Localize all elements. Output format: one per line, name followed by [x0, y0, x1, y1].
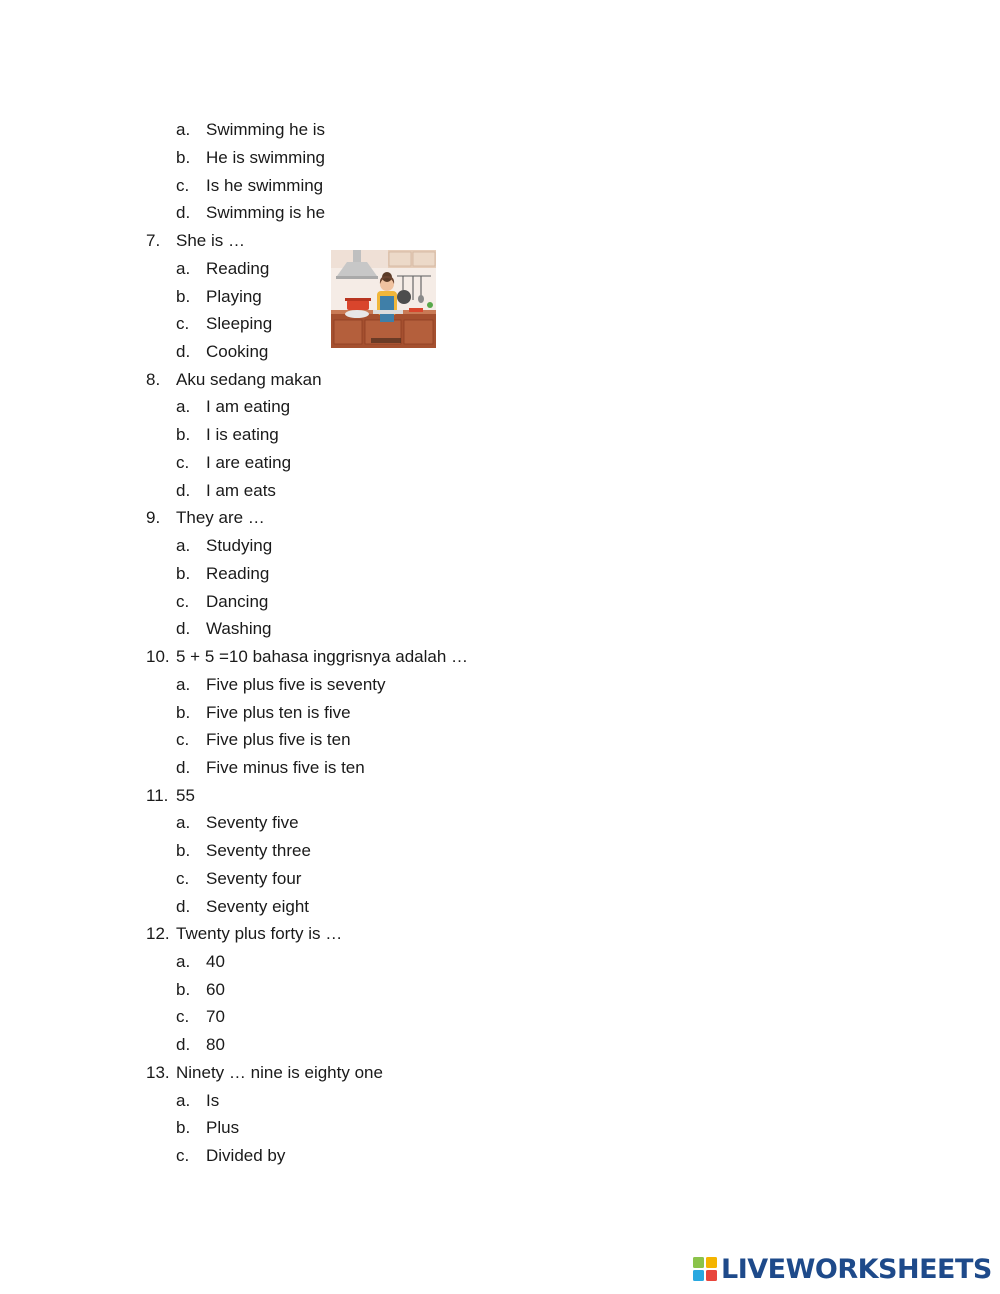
option-text: Five minus five is ten	[206, 758, 365, 777]
option-letter: a.	[176, 259, 191, 278]
liveworksheets-logo-icon	[693, 1257, 717, 1281]
option-text: Is he swimming	[206, 176, 324, 195]
option-text: Reading	[206, 259, 270, 278]
option-text: I is eating	[206, 425, 279, 444]
question-text: 5 + 5 =10 bahasa inggrisnya adalah …	[176, 647, 469, 666]
option-letter: c.	[176, 176, 190, 195]
option-letter: c.	[176, 314, 190, 333]
option-letter: a.	[176, 1091, 191, 1110]
option-letter: c.	[176, 592, 190, 611]
question-number: 13.	[146, 1063, 170, 1082]
question-number: 12.	[146, 924, 170, 943]
question-text: She is …	[176, 231, 245, 250]
question-number: 10.	[146, 647, 170, 666]
option-letter: d.	[176, 1035, 191, 1054]
question-text: Aku sedang makan	[176, 370, 322, 389]
option-text: Five plus five is seventy	[206, 675, 386, 694]
option-letter: c.	[176, 453, 190, 472]
logo-wordmark: LIVEWORKSHEETS	[721, 1253, 992, 1285]
option-letter: a.	[176, 536, 191, 555]
option-text: Swimming he is	[206, 120, 326, 139]
option-text: Five plus five is ten	[206, 730, 351, 749]
option-text: Reading	[206, 564, 270, 583]
option-letter: d.	[176, 758, 191, 777]
option-text: Cooking	[206, 342, 269, 361]
option-text: Plus	[206, 1118, 240, 1137]
option-text: Is	[206, 1091, 220, 1110]
option-letter: d.	[176, 481, 191, 500]
option-letter: c.	[176, 1146, 190, 1165]
option-letter: b.	[176, 148, 191, 167]
option-text: Seventy three	[206, 841, 311, 860]
question-text: Ninety … nine is eighty one	[176, 1063, 383, 1082]
woman-cooking-kitchen-illustration	[331, 250, 436, 348]
option-text: Seventy five	[206, 813, 299, 832]
liveworksheets-logo	[693, 1254, 992, 1284]
option-text: Seventy eight	[206, 897, 310, 916]
option-letter: a.	[176, 952, 191, 971]
option-text: Studying	[206, 536, 273, 555]
option-letter: b.	[176, 287, 191, 306]
option-text: 60	[206, 980, 225, 999]
option-text: Divided by	[206, 1146, 286, 1165]
option-text: Seventy four	[206, 869, 302, 888]
question-number: 7.	[146, 231, 161, 250]
option-text: 80	[206, 1035, 225, 1054]
option-letter: b.	[176, 841, 191, 860]
option-letter: b.	[176, 425, 191, 444]
question-text: Twenty plus forty is …	[176, 924, 343, 943]
question-number: 8.	[146, 370, 161, 389]
question-text: They are …	[176, 508, 265, 527]
option-letter: d.	[176, 342, 191, 361]
option-letter: b.	[176, 564, 191, 583]
option-letter: b.	[176, 703, 191, 722]
option-text: Swimming is he	[206, 203, 326, 222]
option-text: I am eats	[206, 481, 276, 500]
question-number: 9.	[146, 508, 161, 527]
option-text: He is swimming	[206, 148, 326, 167]
option-text: 40	[206, 952, 225, 971]
option-letter: b.	[176, 980, 191, 999]
option-text: 70	[206, 1007, 225, 1026]
option-letter: b.	[176, 1118, 191, 1137]
option-text: I am eating	[206, 397, 291, 416]
option-text: Five plus ten is five	[206, 703, 351, 722]
option-letter: c.	[176, 1007, 190, 1026]
option-letter: a.	[176, 397, 191, 416]
option-text: Playing	[206, 287, 262, 306]
option-letter: c.	[176, 730, 190, 749]
option-text: Sleeping	[206, 314, 273, 333]
option-letter: a.	[176, 813, 191, 832]
option-text: Dancing	[206, 592, 269, 611]
option-letter: c.	[176, 869, 190, 888]
option-letter: d.	[176, 619, 191, 638]
option-letter: d.	[176, 203, 191, 222]
option-text: I are eating	[206, 453, 292, 472]
option-text: Washing	[206, 619, 272, 638]
option-letter: d.	[176, 897, 191, 916]
option-letter: a.	[176, 120, 191, 139]
question-text: 55	[176, 786, 195, 805]
option-letter: a.	[176, 675, 191, 694]
question-number: 11.	[146, 786, 169, 805]
